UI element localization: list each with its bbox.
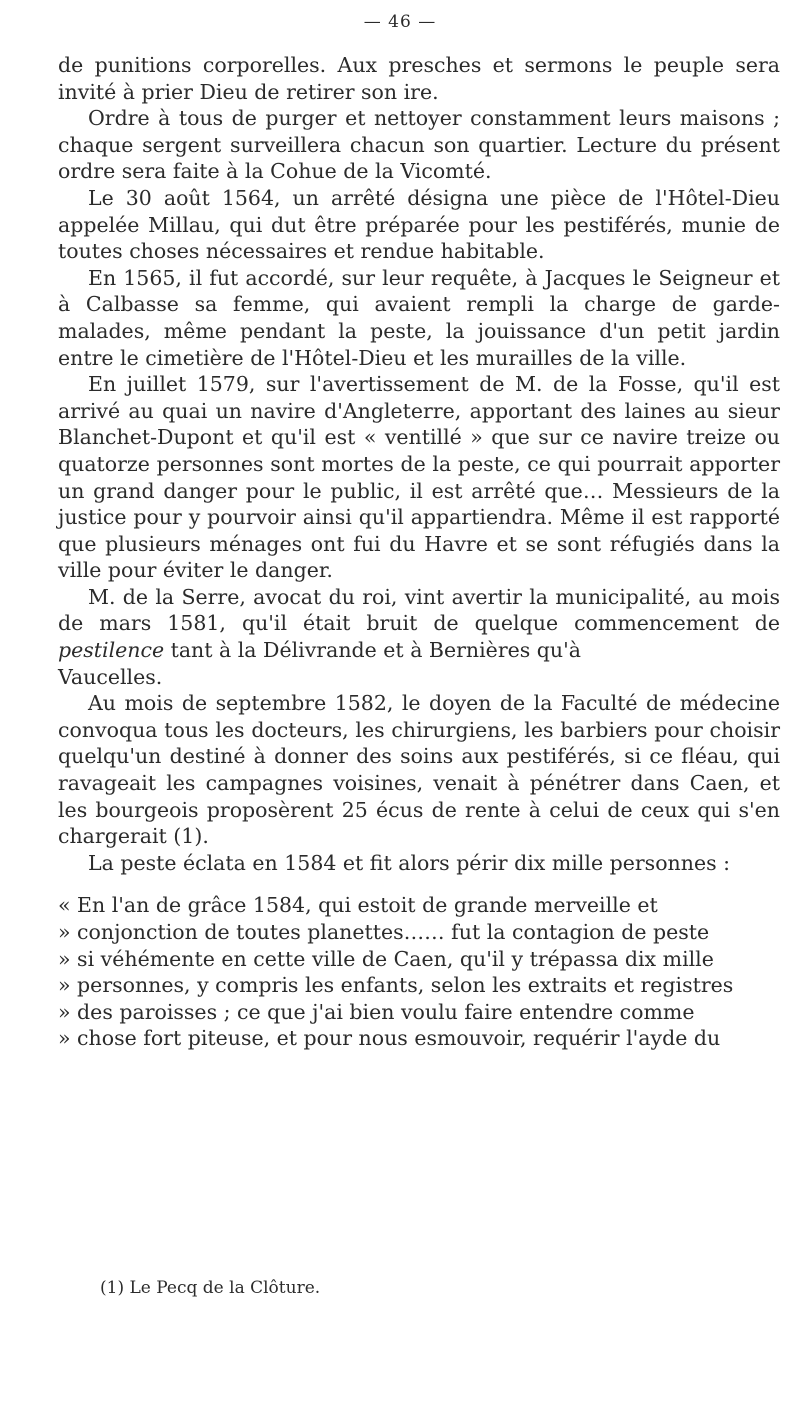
paragraph-1582: Au mois de septembre 1582, le doyen de la Faculté de médecine convoqua tous les docteurs, les chirurgiens, les barbiers pour choisir quelqu'un destiné à donner des soins aux pestiférés, si ce fléau, qui ravageait les campagnes voisines, venait à pénétrer dans Caen, et les bourgeois proposèrent 25 écus de rente à celui de ceux qui s'en chargerait (1). — [58, 691, 780, 849]
paragraph-1565: En 1565, il fut accordé, sur leur requête, à Jacques le Seigneur et à Calbasse sa femme, qui avaient rempli la charge de garde-malades, même pendant la peste, la jouissance d'un petit jardin entre le cimetière de l'Hôtel-Dieu et les murailles de la ville. — [58, 265, 780, 370]
quote-line: « En l'an de grâce 1584, qui estoit de grande merveille et — [58, 893, 658, 918]
quote-line: » personnes, y compris les enfants, selon les extraits et registres — [58, 973, 734, 998]
paragraph-1581-start: M. de la Serre, avocat du roi, vint avertir la municipalité, au mois de mars 1581, qu'il était bruit de quelque commencement de — [58, 584, 780, 636]
quote-line: » si véhémente en cette ville de Caen, qu'il y trépassa dix mille — [58, 946, 714, 971]
paragraph-1581 — [58, 584, 780, 664]
page-number: — 46 — — [363, 12, 437, 32]
paragraph-punitions: de punitions corporelles. Aux presches et sermons le peuple sera invité à prier Dieu de retirer son ire. — [58, 53, 780, 104]
paragraph-ordre: Ordre à tous de purger et nettoyer constamment leurs maisons ; chaque sergent surveillera chacun son quartier. Lecture du présent ordre sera faite à la Cohue de la Vicomté. — [58, 106, 780, 184]
body-text — [58, 52, 780, 1052]
quote-line: » chose fort piteuse, et pour nous esmouvoir, requérir l'ayde du — [58, 1026, 721, 1051]
quote-line: » conjonction de toutes planettes…… fut la contagion de peste — [58, 920, 710, 944]
footnote: (1) Le Pecq de la Clôture. — [100, 1278, 321, 1298]
paragraph-1579: En juillet 1579, sur l'avertissement de M. de la Fosse, qu'il est arrivé au quai un navire d'Angleterre, apportant des laines au sieur Blanchet-Dupont et qu'il est « ventillé » que sur ce navire treize ou quatorze personnes sont mortes de la peste, ce qui pourrait apporter un grand danger pour le public, il est arrêté que… Messieurs de la justice pour y pourvoir ainsi qu'il appartiendra. Même il est rapporté que plusieurs ménages ont fui du Havre et se sont réfugiés dans la ville pour éviter le danger. — [58, 372, 780, 583]
quotation — [58, 892, 780, 1052]
paragraph-1581-italic: pestilence — [58, 638, 165, 663]
paragraph-1581-end: tant à la Délivrande et à Bernières qu'à — [164, 638, 581, 663]
paragraph-1584: La peste éclata en 1584 et fit alors périr dix mille personnes : — [88, 850, 731, 875]
paragraph-vaucelles: Vaucelles. — [58, 664, 163, 689]
quote-line: » des paroisses ; ce que j'ai bien voulu faire entendre comme — [58, 999, 695, 1024]
paragraph-1564: Le 30 août 1564, un arrêté désigna une pièce de l'Hôtel-Dieu appelée Millau, qui dut être préparée pour les pestiférés, munie de toutes choses nécessaires et rendue habitable. — [58, 185, 780, 264]
